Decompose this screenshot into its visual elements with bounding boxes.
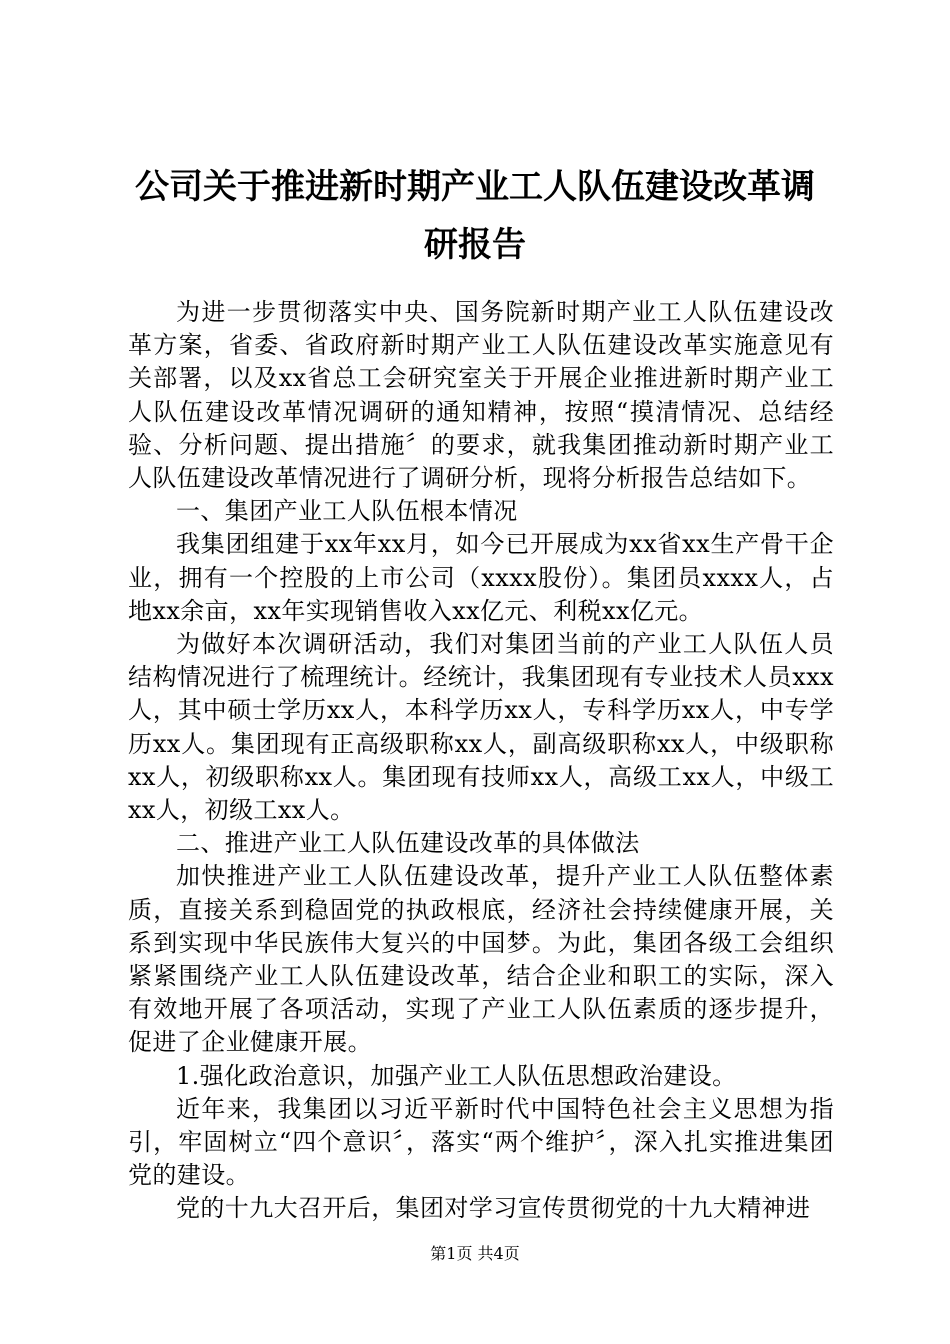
paragraph-political-building: 近年来，我集团以习近平新时代中国特色社会主义思想为指引，牢固树立“四个意识〞，落实“两个维护〞，深入扎实推进集团党的建设。 xyxy=(128,1094,834,1190)
document-title: 公司关于推进新时期产业工人队伍建设改革调研报告 xyxy=(135,167,815,265)
paragraph-workforce-statistics: 为做好本次调研活动，我们对集团当前的产业工人队伍人员结构情况进行了梳理统计。经统计，我集团现有专业技术人员xxx人，其中硕士学历xx人，本科学历xx人，专科学历xx人，中专学历xx人。集团现有正高级职称xx人，副高级职称xx人，中级职称xx人，初级职称xx人。集团现有技师xx人，高级工xx人，中级工xx人，初级工xx人。 xyxy=(128,630,834,825)
section-heading-2: 二、推进产业工人队伍建设改革的具体做法 xyxy=(176,829,640,858)
page-number-footer: 第1页 共4页 xyxy=(430,1244,520,1263)
paragraph-reform-measures: 加快推进产业工人队伍建设改革，提升产业工人队伍整体素质，直接关系到稳固党的执政根底，经济社会持续健康开展，关系到实现中华民族伟大复兴的中国梦。为此，集团各级工会组织紧紧围绕产业工人队伍建设改革，结合企业和职工的实际，深入有效地开展了各项活动，实现了产业工人队伍素质的逐步提升，促进了企业健康开展。 xyxy=(128,862,834,1057)
document-body xyxy=(128,296,834,1226)
section-heading-1: 一、集团产业工人队伍根本情况 xyxy=(176,497,518,526)
paragraph-intro: 为进一步贯彻落实中央、国务院新时期产业工人队伍建设改革方案，省委、省政府新时期产业工人队伍建设改革实施意见有关部署，以及xx省总工会研究室关于开展企业推进新时期产业工人队伍建设改革情况调研的通知精神，按照“摸清情况、总结经验、分析问题、提出措施〞的要求，就我集团推动新时期产业工人队伍建设改革情况进行了调研分析，现将分析报告总结如下。 xyxy=(128,298,834,493)
paragraph-nineteenth-congress: 党的十九大召开后，集团对学习宣传贯彻党的十九大精神进 xyxy=(176,1194,811,1223)
paragraph-company-overview: 我集团组建于xx年xx月，如今已开展成为xx省xx生产骨干企业，拥有一个控股的上市公司（xxxx股份）。集团员xxxx人，占地xx余亩，xx年实现销售收入xx亿元、利税xx亿元。 xyxy=(128,530,834,625)
subsection-heading-1: 1.强化政治意识，加强产业工人队伍思想政治建设。 xyxy=(176,1061,737,1090)
